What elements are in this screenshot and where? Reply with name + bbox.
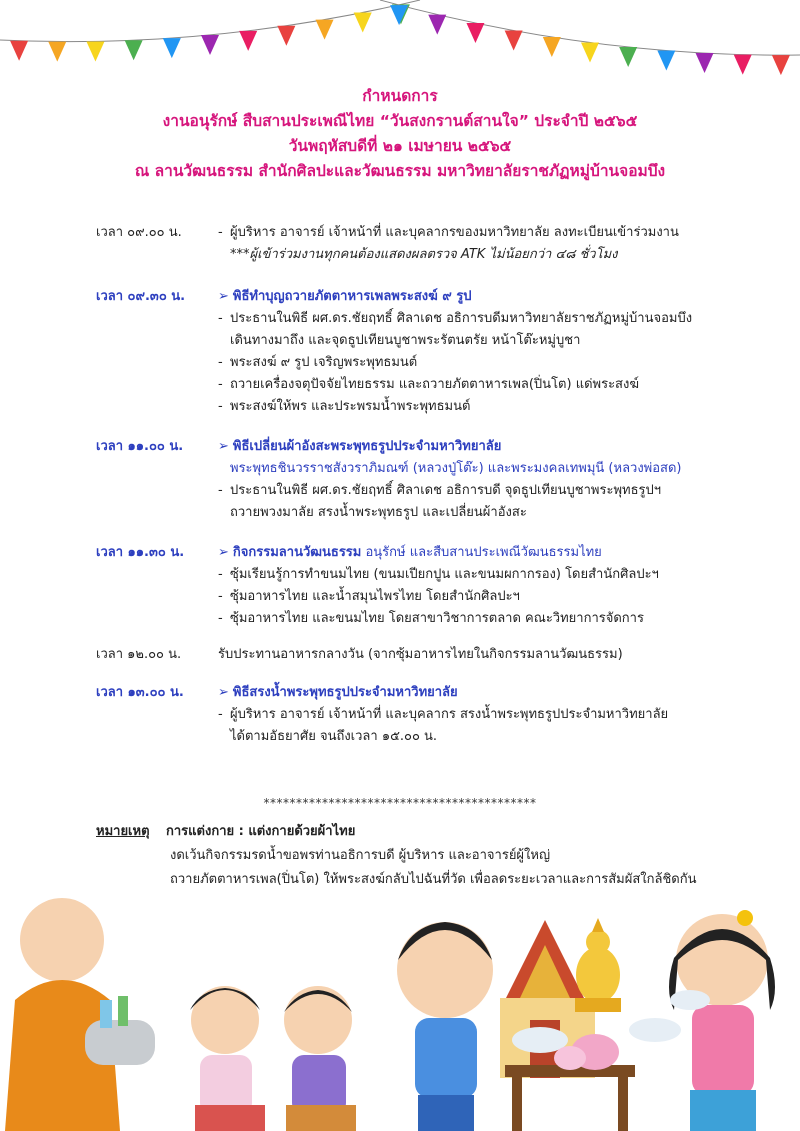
- schedule: [96, 222, 736, 762]
- praying-girl-icon: [190, 986, 265, 1131]
- bunting-flag: [696, 53, 714, 73]
- praying-boy-icon: [284, 986, 356, 1131]
- schedule-row-0930: [96, 286, 736, 418]
- bunting-flag: [239, 31, 257, 51]
- bunting-flag: [163, 38, 181, 58]
- schedule-row-0900: [96, 222, 736, 266]
- schedule-title: พิธีเปลี่ยนผ้าอังสะพระพุทธรูปประจำมหาวิทยาลัย: [232, 439, 502, 454]
- bunting-flag: [466, 23, 484, 43]
- arrow-icon: ➢: [218, 545, 229, 560]
- time-label: เวลา ๐๙.๐๐ น.: [96, 225, 182, 240]
- event-header: [0, 84, 800, 184]
- bunting-flag: [125, 40, 143, 60]
- bunting-flag: [428, 15, 446, 35]
- schedule-item: - ซุ้มอาหารไทย และน้ำสมุนไพรไทย โดยสำนักศิลปะฯ: [218, 586, 736, 608]
- header-venue: ณ ลานวัฒนธรรม สำนักศิลปะและวัฒนธรรม มหาวิทยาลัยราชภัฏหมู่บ้านจอมบึง: [134, 162, 666, 180]
- schedule-item: - พระสงฆ์ให้พร และประพรมน้ำพระพุทธมนต์: [218, 396, 736, 418]
- schedule-item: - ซุ้มเรียนรู้การทำขนมไทย (ขนมเปียกปูน และขนมผกากรอง) โดยสำนักศิลปะฯ: [218, 564, 736, 586]
- time-label: เวลา ๑๒.๐๐ น.: [96, 647, 182, 662]
- schedule-row-1300: [96, 682, 736, 748]
- bunting-flag: [772, 55, 790, 75]
- bunting-flag: [505, 31, 523, 51]
- time-label: เวลา ๑๑.๓๐ น.: [96, 545, 185, 560]
- schedule-item: - ซุ้มอาหารไทย และขนมไทย โดยสาขาวิชาการตลาด คณะวิทยาการจัดการ: [218, 608, 736, 630]
- schedule-row-1130: [96, 542, 736, 630]
- songkran-illustration: [0, 880, 800, 1131]
- bunting-flag: [581, 43, 599, 63]
- bunting-flag: [201, 35, 219, 55]
- remark-line2: งดเว้นกิจกรรมรดน้ำขอพรท่านอธิการบดี ผู้บริหาร และอาจารย์ผู้ใหญ่: [170, 848, 551, 863]
- bunting-flag: [354, 13, 372, 33]
- header-title: กำหนดการ: [362, 87, 438, 105]
- schedule-text: รับประทานอาหารกลางวัน (จากซุ้มอาหารไทยในกิจกรรมลานวัฒนธรรม): [218, 647, 623, 662]
- schedule-item: - พระสงฆ์ ๙ รูป เจริญพระพุทธมนต์: [218, 352, 736, 374]
- schedule-title: กิจกรรมลานวัฒนธรรม: [232, 545, 362, 560]
- bunting-flag: [657, 51, 675, 71]
- remark-line3: ถวายภัตตาหารเพล(ปิ่นโต) ให้พระสงฆ์กลับไปฉันที่วัด เพื่อลดระยะเวลาและการสัมผัสใกล้ชิดกัน: [170, 872, 697, 887]
- bunting-flag: [316, 20, 334, 40]
- header-event-name: งานอนุรักษ์ สืบสานประเพณีไทย “วันสงกรานต์สานใจ” ประจำปี ๒๕๖๕: [162, 112, 638, 130]
- schedule-item: - ประธานในพิธี ผศ.ดร.ชัยฤทธิ์ ศิลาเดช อธิการบดีมหาวิทยาลัยราชภัฏหมู่บ้านจอมบึง: [218, 308, 736, 330]
- bunting-flag: [48, 42, 66, 62]
- bunting-flag: [390, 5, 408, 25]
- schedule-subtitle: พระพุทธชินวรราชสังวราภิมณฑ์ (หลวงปู่โต๊ะ) และพระมงคลเทพมุนี (หลวงพ่อสด): [230, 461, 682, 476]
- header-date: วันพฤหัสบดีที่ ๒๑ เมษายน ๒๕๖๕: [288, 137, 512, 155]
- arrow-icon: ➢: [218, 439, 229, 454]
- remark-label: หมายเหตุ: [96, 824, 150, 839]
- schedule-item-cont: เดินทางมาถึง และจุดธูปเทียนบูชาพระรัตนตรัย หน้าโต๊ะหมู่บูชา: [230, 333, 581, 348]
- schedule-row-1200: [96, 644, 736, 666]
- bunting-flag: [619, 47, 637, 67]
- time-label: เวลา ๑๑.๐๐ น.: [96, 439, 184, 454]
- bunting-flag: [543, 37, 561, 57]
- girl-with-bowl-icon: [669, 910, 775, 1131]
- schedule-title-rest: อนุรักษ์ และสืบสานประเพณีวัฒนธรรมไทย: [361, 545, 602, 560]
- bunting-flag: [277, 26, 295, 46]
- schedule-item-cont: ได้ตามอัธยาศัย จนถึงเวลา ๑๕.๐๐ น.: [230, 729, 438, 744]
- time-label: เวลา ๐๙.๓๐ น.: [96, 289, 186, 304]
- arrow-icon: ➢: [218, 289, 229, 304]
- bunting-flag: [10, 41, 28, 61]
- schedule-title: พิธีสรงน้ำพระพุทธรูปประจำมหาวิทยาลัย: [232, 685, 458, 700]
- schedule-title: พิธีทำบุญถวายภัตตาหารเพลพระสงฆ์ ๙ รูป: [232, 289, 472, 304]
- schedule-item: - ผู้บริหาร อาจารย์ เจ้าหน้าที่ และบุคลากรของมหาวิทยาลัย ลงทะเบียนเข้าร่วมงาน: [218, 222, 736, 244]
- separator: ******************************************: [263, 796, 537, 810]
- arrow-icon: ➢: [218, 685, 229, 700]
- bunting-flag: [734, 55, 752, 75]
- bunting-flag: [86, 41, 104, 61]
- schedule-row-1100: [96, 436, 736, 524]
- schedule-item: - ถวายเครื่องจตุปัจจัยไทยธรรม และถวายภัตตาหารเพล(ปิ่นโต) แด่พระสงฆ์: [218, 374, 736, 396]
- schedule-item: - ผู้บริหาร อาจารย์ เจ้าหน้าที่ และบุคลากร สรงน้ำพระพุทธรูปประจำมหาวิทยาลัย: [218, 704, 736, 726]
- schedule-note: ***ผู้เข้าร่วมงานทุกคนต้องแสดงผลตรวจ ATK ไม่น้อยกว่า ๔๘ ชั่วโมง: [230, 247, 618, 262]
- time-label: เวลา ๑๓.๐๐ น.: [96, 685, 184, 700]
- remark-line1: การแต่งกาย : แต่งกายด้วยผ้าไทย: [166, 824, 356, 839]
- monk-icon: [5, 898, 155, 1131]
- schedule-item-cont: ถวายพวงมาลัย สรงน้ำพระพุทธรูป และเปลี่ยนผ้าอังสะ: [230, 505, 527, 520]
- schedule-item: - ประธานในพิธี ผศ.ดร.ชัยฤทธิ์ ศิลาเดช อธิการบดี จุดธูปเทียนบูชาพระพุทธรูปฯ: [218, 480, 736, 502]
